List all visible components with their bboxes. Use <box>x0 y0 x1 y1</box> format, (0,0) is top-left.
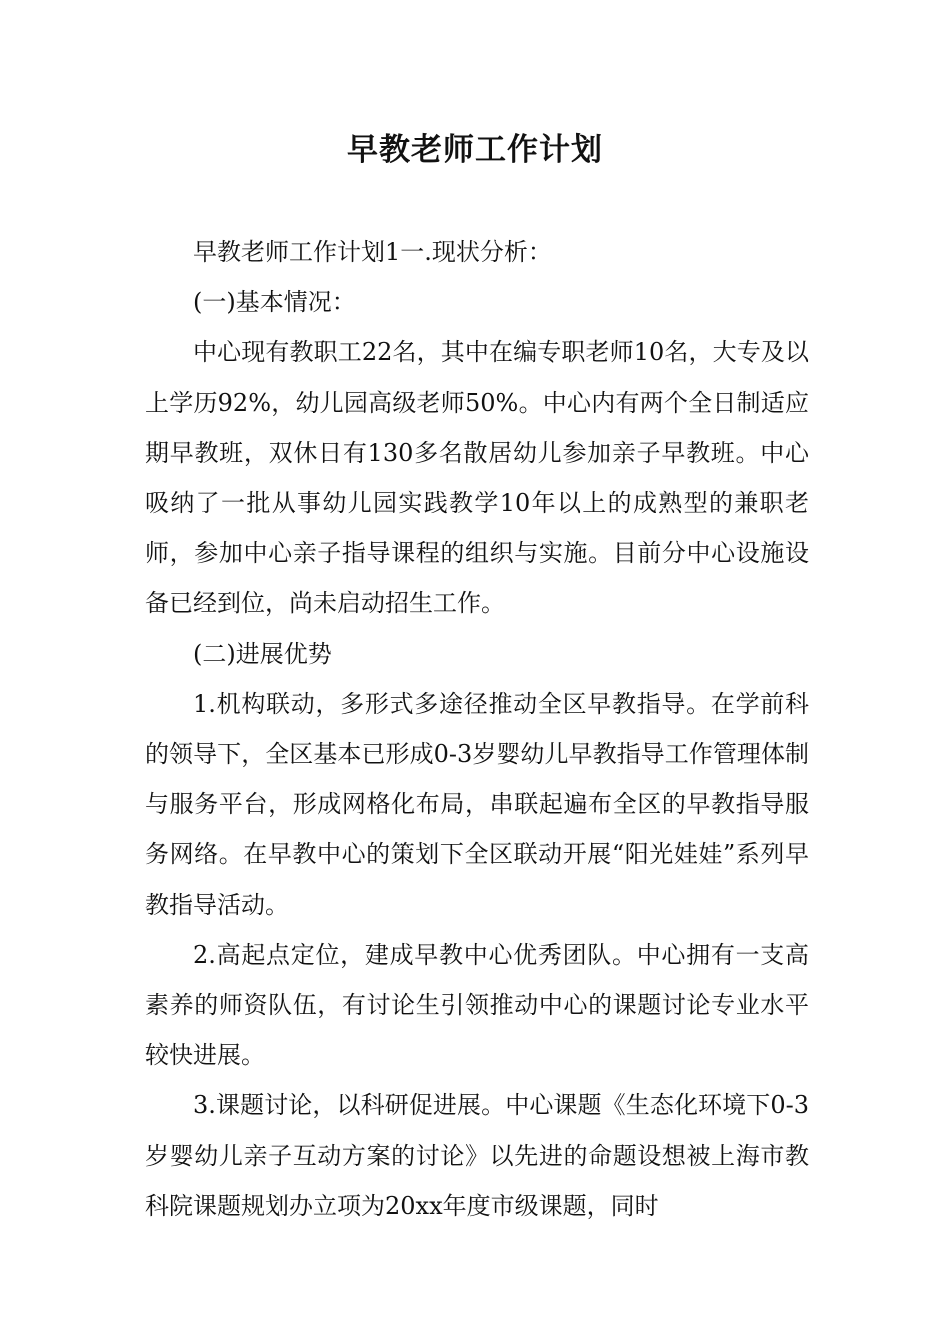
paragraph-advantage-2: 2.高起点定位，建成早教中心优秀团队。中心拥有一支高素养的师资队伍，有讨论生引领推动中心的课题讨论专业水平较快进展。 <box>145 940 809 1070</box>
paragraph-basic-situation-heading: (一)基本情况： <box>193 288 356 317</box>
document-title: 早教老师工作计划 <box>347 132 603 168</box>
paragraph-heading-status-analysis: 早教老师工作计划1一.现状分析： <box>193 238 552 266</box>
paragraph-advantage-1: 1.机构联动，多形式多途径推动全区早教指导。在学前科的领导下，全区基本已形成0-3岁婴幼儿早教指导工作管理体制与服务平台，形成网格化布局，串联起遍布全区的早教指导服务网络。在早教中心的策划下全区联动开展“阳光娃娃”系列早教指导活动。 <box>145 689 809 919</box>
paragraph-advantage-3: 3.课题讨论，以科研促进展。中心课题《生态化环境下0-3岁婴幼儿亲子互动方案的讨论》以先进的命题设想被上海市教科院课题规划办立项为20xx年度市级课题，同时 <box>145 1091 809 1220</box>
paragraph-advantages-heading: (二)进展优势 <box>193 639 332 668</box>
document-body <box>145 227 809 1231</box>
paragraph-basic-situation: 中心现有教职工22名，其中在编专职老师10名，大专及以上学历92%，幼儿园高级老师50%。中心内有两个全日制适应期早教班，双休日有130多名散居幼儿参加亲子早教班。中心吸纳了一批从事幼儿园实践教学10年以上的成熟型的兼职老师，参加中心亲子指导课程的组织与实施。目前分中心设施设备已经到位，尚未启动招生工作。 <box>145 338 809 618</box>
